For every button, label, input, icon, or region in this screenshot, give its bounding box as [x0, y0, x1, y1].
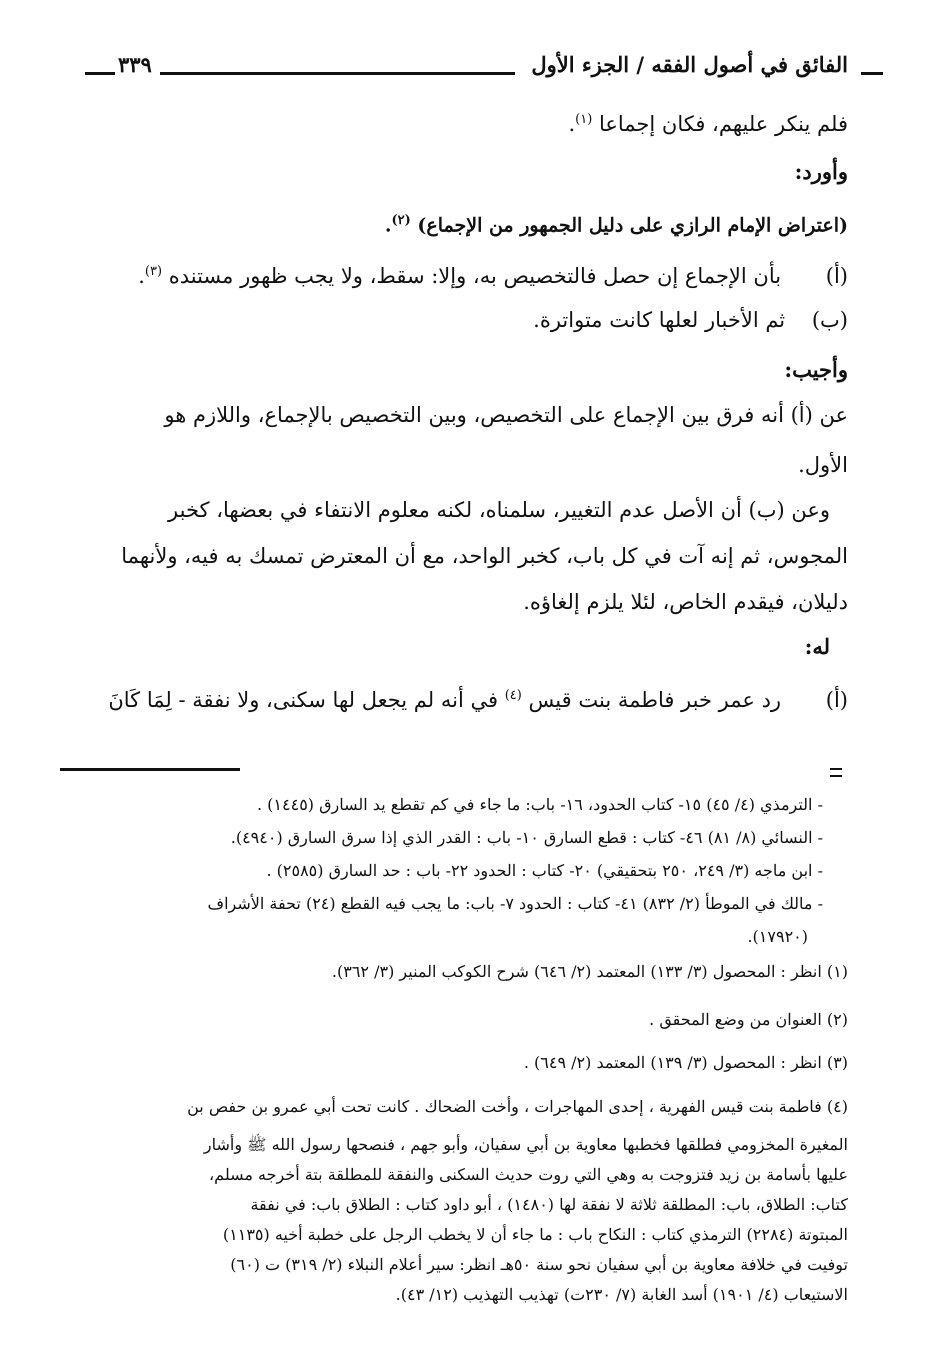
footnote-3: (٣) انظر : المحصول (٣/ ١٣٩) المعتمد (٢/ ٦٤٩) . — [523, 1053, 848, 1072]
paragraph-line: المجوس، ثم إنه آت في كل باب، كخبر الواحد، مع أن المعترض تمسك به فيه، ولأنهما — [121, 544, 848, 568]
footnote-4-cont: الاستيعاب (٤/ ١٩٠١) أسد الغابة (٧/ ٢٣٠ت) تهذيب التهذيب (١٢/ ٤٣). — [395, 1285, 848, 1304]
header-rule-left — [85, 72, 115, 75]
header-rule-right — [861, 72, 883, 75]
section-label-answer: وأجيب: — [784, 357, 848, 382]
footnote-line: - الترمذي (٤/ ٤٥) ١٥- كتاب الحدود، ١٦- باب: ما جاء في كم تقطع يد السارق (١٤٤٥) . — [256, 795, 823, 814]
footnote-ref: (٢) — [391, 213, 411, 228]
footnote-2: (٢) العنوان من وضع المحقق . — [649, 1010, 848, 1029]
footnote-ref: (٣) — [144, 264, 163, 279]
item-b: (ب) ثم الأخبار لعلها كانت متواترة. — [533, 308, 848, 332]
footnotes — [73, 790, 848, 1350]
footnote-4-cont: المبتوتة (٢٢٨٤) الترمذي كتاب : النكاح باب : ما جاء أن لا يخطب الرجل على خطبة أخيه (١١٣٥) — [222, 1225, 848, 1244]
footnote-line: - النسائي (٨/ ٨١) ٤٦- كتاب : قطع السارق ١٠- باب : القدر الذي إذا سرق السارق (٤٩٤٠). — [230, 828, 823, 847]
paragraph-line: الأول. — [798, 453, 848, 477]
header-rule-middle — [160, 72, 515, 75]
main-text — [88, 100, 848, 720]
footnote-1: (١) انظر : المحصول (٣/ ١٣٣) المعتمد (٢/ ٦٤٦) شرح الكوكب المنير (٣/ ٣٦٢). — [331, 962, 848, 981]
item-label: (أ) — [825, 264, 848, 288]
footnote-4: (٤) فاطمة بنت قيس الفهرية ، إحدى المهاجرات ، وأخت الضحاك . كانت تحت أبي عمرو بن حفص بن — [187, 1097, 848, 1116]
divider-mark — [830, 775, 842, 777]
page-number: ٣٣٩ — [118, 52, 152, 77]
footnote-line: - مالك في الموطأ (٢/ ٨٣٢) ٤١- كتاب : الحدود ٧- باب: ما يجب فيه القطع (٢٤) تحفة الأشراف — [207, 894, 823, 913]
divider-mark — [830, 768, 842, 770]
footnote-4-cont: كتاب: الطلاق، باب: المطلقة ثلاثة لا نفقة لها (١٤٨٠) ، أبو داود كتاب : الطلاق باب: في نفقة — [250, 1195, 848, 1214]
section-label-for: له: — [804, 634, 830, 659]
paragraph-line: وعن (ب) أن الأصل عدم التغيير، سلمناه، لكنه معلوم الانتفاء في بعضها، كخبر — [168, 498, 830, 522]
footnote-4-cont: المغيرة المخزومي فطلقها فخطبها معاوية بن أبي سفيان، وأبو جهم ، فنصحها رسول الله ﷺ وأشار — [203, 1135, 848, 1154]
footnote-line: - ابن ماجه (٣/ ٢٤٩، ٢٥٠ بتحقيقي) ٢٠- كتاب : الحدود ٢٢- باب : حد السارق (٢٥٨٥) . — [266, 861, 823, 880]
section-label-objection: وأورد: — [794, 159, 848, 184]
item-a-second: (أ) رد عمر خبر فاطمة بنت قيس $^{(٤)}$ في أنه لم يجعل لها سكنى، ولا نفقة - لِمَا كَانَ — [108, 688, 848, 712]
running-title: الفائق في أصول الفقه / الجزء الأول — [531, 52, 848, 77]
footnote-divider — [60, 768, 240, 771]
paragraph-line: دليلان، فيقدم الخاص، لئلا يلزم إلغاؤه. — [523, 590, 848, 614]
footnote-ref: (٤) — [504, 688, 522, 703]
item-label: (أ) — [825, 688, 848, 712]
running-header — [85, 52, 848, 92]
footnote-ref: (١) — [575, 112, 593, 127]
footnote-4-cont: عليها بأسامة بن زيد فتزوجت به وهي التي روت حديث السكنى والنفقة للمطلقة بتة أخرجه مسلم، — [209, 1165, 848, 1184]
item-a: (أ) بأن الإجماع إن حصل فالتخصيص به، وإلا: سقط، ولا يجب ظهور مستنده $^{(٣)}$. — [138, 264, 848, 288]
footnote-line: (١٧٩٢٠). — [747, 927, 808, 946]
subheading: (اعتراض الإمام الرازي على دليل الجمهور من الإجماع) $^{(٢)}$. — [384, 213, 848, 237]
item-label: (ب) — [811, 308, 848, 332]
paragraph-line: عن (أ) أنه فرق بين الإجماع على التخصيص، وبين التخصيص بالإجماع، واللازم هو — [164, 403, 848, 427]
paragraph-line: فلم ينكر عليهم، فكان إجماعا $^{(١)}$. — [568, 112, 848, 136]
footnote-4-cont: توفيت في خلافة معاوية بن أبي سفيان نحو سنة ٥٠هـ انظر: سير أعلام النبلاء (٢/ ٣١٩) ت (٦٠) — [230, 1255, 848, 1274]
